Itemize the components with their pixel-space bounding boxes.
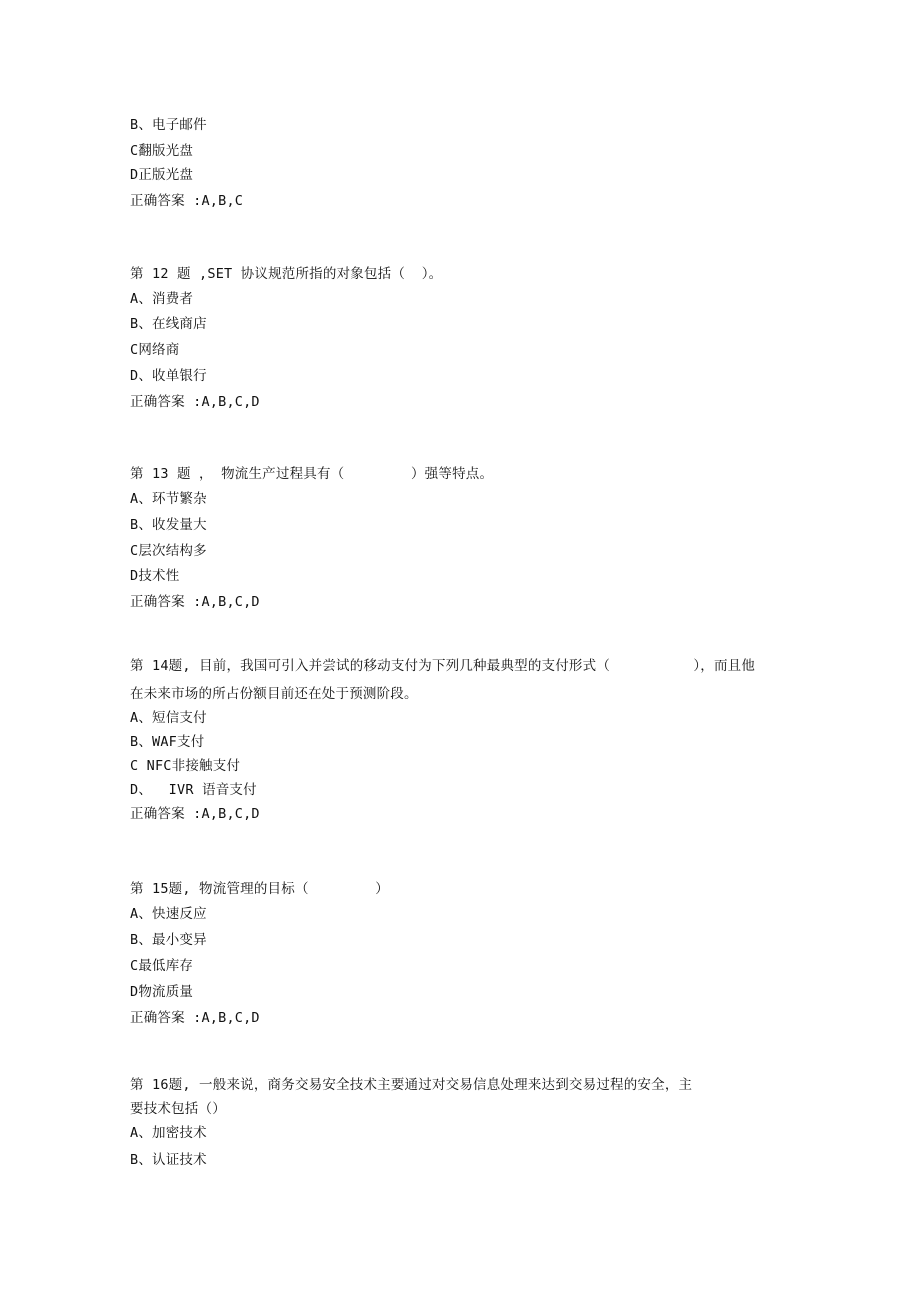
q15-option-a: A、快速反应	[130, 906, 207, 922]
q14-question-line1: 第 14题, 目前，我国可引入并尝试的移动支付为下列几种最典型的支付形式（ ），而且他	[130, 658, 756, 674]
q12-answer: 正确答案 :A,B,C,D	[130, 394, 260, 410]
q13-option-b: B、收发量大	[130, 517, 207, 533]
q12-question: 第 12 题 ,SET 协议规范所指的对象包括（ ）。	[130, 266, 443, 282]
q11-option-d: D正版光盘	[130, 167, 194, 183]
q13-option-c: C层次结构多	[130, 543, 207, 559]
q15-option-d: D物流质量	[130, 984, 194, 1000]
q14-option-c: C NFC非接触支付	[130, 758, 241, 774]
q13-answer: 正确答案 :A,B,C,D	[130, 594, 260, 610]
q12-option-b: B、在线商店	[130, 316, 207, 332]
q16-option-b: B、认证技术	[130, 1152, 207, 1168]
q11-option-c: C翻版光盘	[130, 143, 194, 159]
q14-option-b: B、WAF支付	[130, 734, 205, 750]
q15-option-c: C最低库存	[130, 958, 194, 974]
q16-question-line2: 要技术包括（）	[130, 1101, 226, 1117]
q11-answer: 正确答案 :A,B,C	[130, 193, 244, 209]
q13-option-a: A、环节繁杂	[130, 491, 207, 507]
q11-option-b: B、电子邮件	[130, 117, 207, 133]
q16-option-a: A、加密技术	[130, 1125, 207, 1141]
q14-option-d: D、 IVR 语音支付	[130, 782, 257, 798]
q15-question: 第 15题, 物流管理的目标（ ）	[130, 881, 389, 897]
q14-answer: 正确答案 :A,B,C,D	[130, 806, 260, 822]
q15-answer: 正确答案 :A,B,C,D	[130, 1010, 260, 1026]
q16-question-line1: 第 16题, 一般来说，商务交易安全技术主要通过对交易信息处理来达到交易过程的安全，主	[130, 1077, 693, 1093]
q14-question-line2: 在未来市场的所占份额目前还在处于预测阶段。	[130, 686, 418, 702]
q15-option-b: B、最小变异	[130, 932, 207, 948]
q12-option-a: A、消费者	[130, 291, 194, 307]
q12-option-d: D、收单银行	[130, 368, 207, 384]
q13-option-d: D技术性	[130, 568, 180, 584]
q12-option-c: C网络商	[130, 342, 180, 358]
q14-option-a: A、短信支付	[130, 710, 207, 726]
q13-question: 第 13 题 ， 物流生产过程具有（ ）强等特点。	[130, 466, 494, 482]
